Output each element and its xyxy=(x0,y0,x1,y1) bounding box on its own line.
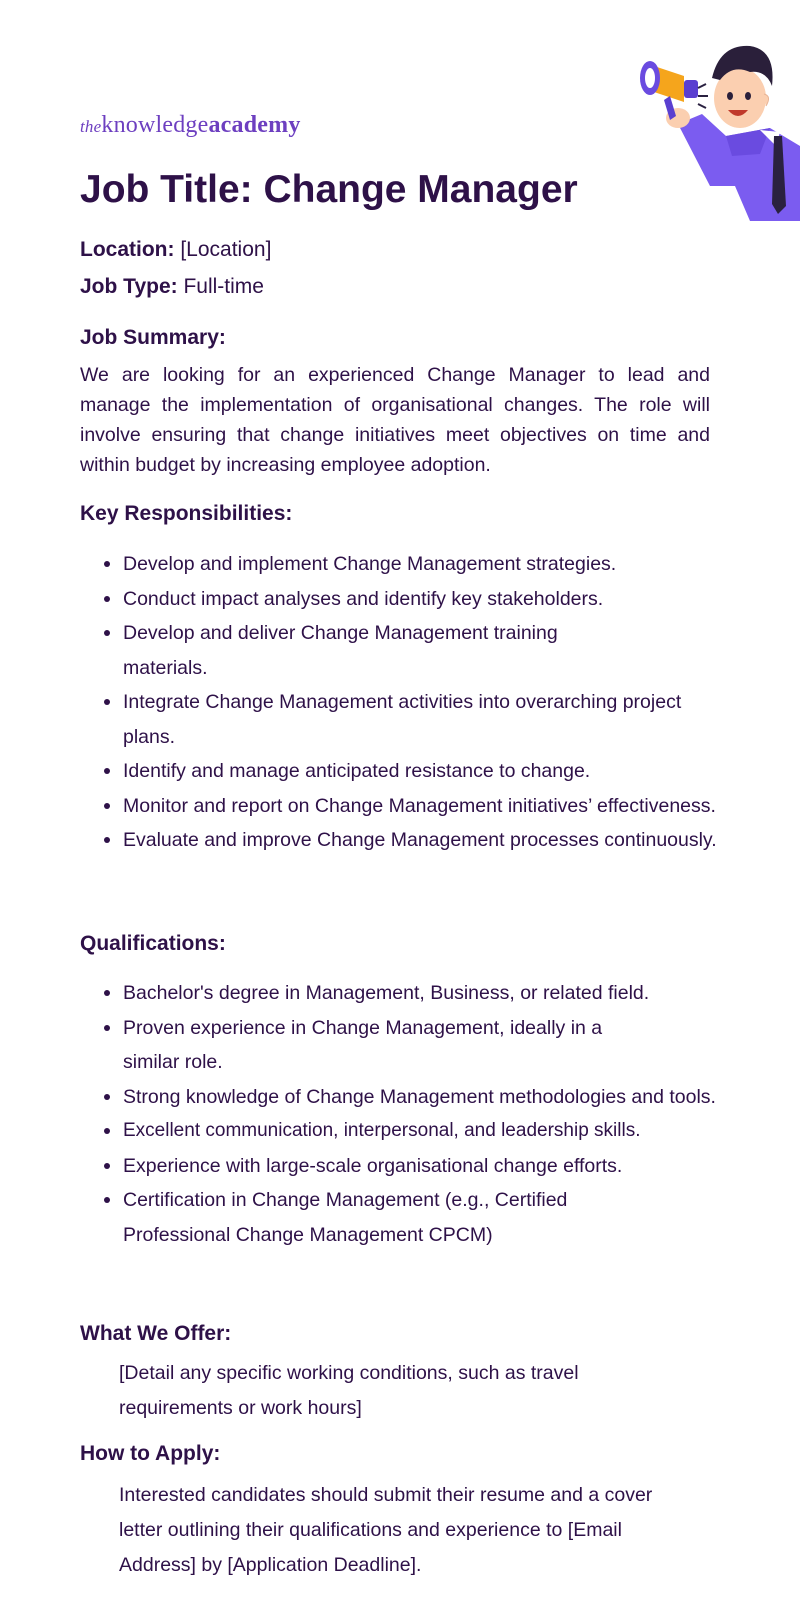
offer-text: [Detail any specific working conditions, such as travel requirements or work hours] xyxy=(119,1362,579,1419)
apply-heading: How to Apply: xyxy=(80,1442,221,1465)
summary-text: We are looking for an experienced Change Manager to lead and manage the implementation of organisational changes. The role will involve ensuring that change initiatives meet objectives on time and within budget by increasing employee adoption. xyxy=(80,364,710,476)
location-value: [Location] xyxy=(180,238,272,261)
megaphone-man-icon xyxy=(640,36,800,221)
location-line xyxy=(80,238,271,262)
responsibilities-list xyxy=(80,547,720,858)
job-type-value: Full-time xyxy=(183,275,264,298)
summary-heading: Job Summary: xyxy=(80,326,226,349)
list-item: Integrate Change Management activities into overarching project plans. xyxy=(80,685,720,754)
qualifications-heading: Qualifications: xyxy=(80,932,226,955)
list-item: Certification in Change Management (e.g., Certified Professional Change Management CPCM) xyxy=(80,1183,720,1252)
location-label: Location: xyxy=(80,238,175,261)
page-title: Job Title: Change Manager xyxy=(80,168,578,211)
brand-logo xyxy=(80,112,301,139)
job-type-label: Job Type: xyxy=(80,275,178,298)
responsibilities-heading: Key Responsibilities: xyxy=(80,502,293,525)
list-item: Develop and deliver Change Management training materials. xyxy=(80,616,720,685)
logo-word-knowledge: knowledge xyxy=(101,112,209,138)
list-item: Strong knowledge of Change Management methodologies and tools. xyxy=(80,1080,720,1115)
list-item: Conduct impact analyses and identify key stakeholders. xyxy=(80,582,720,617)
logo-prefix: the xyxy=(80,117,102,136)
job-type-line xyxy=(80,275,264,299)
qualifications-list xyxy=(80,976,720,1252)
list-item: Develop and implement Change Management strategies. xyxy=(80,547,720,582)
list-item: Monitor and report on Change Management initiatives’ effectiveness. xyxy=(80,789,720,824)
list-item: Proven experience in Change Management, ideally in a similar role. xyxy=(80,1011,720,1080)
offer-heading: What We Offer: xyxy=(80,1322,232,1345)
list-item: Identify and manage anticipated resistance to change. xyxy=(80,754,720,789)
logo-word-academy: academy xyxy=(208,112,301,138)
list-item: Evaluate and improve Change Management processes continuously. xyxy=(80,823,720,858)
apply-text: Interested candidates should submit their resume and a cover letter outlining their qualifications and experience to [Email Address] by [Application Deadline]. xyxy=(119,1484,653,1576)
list-item: Bachelor's degree in Management, Business, or related field. xyxy=(80,976,720,1011)
list-item: Experience with large-scale organisational change efforts. xyxy=(80,1149,720,1184)
list-item: Excellent communication, interpersonal, and leadership skills. xyxy=(80,1114,720,1149)
